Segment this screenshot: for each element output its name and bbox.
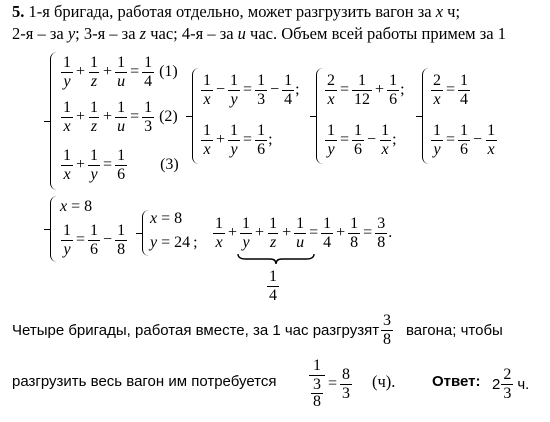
- solution-y-value: y = 24 ;: [150, 234, 198, 251]
- solution-brace-1: [50, 196, 59, 262]
- system2-eq1: $\frac{1}{x}$ − $\frac{1}{y}$ = $\frac{1}{3}$ − $\frac{1}{4}$ ;: [203, 71, 300, 108]
- problem-number: 5.: [12, 2, 25, 21]
- system3-eq1: $\frac{2}{x}$ = $\frac{1}{12}$ + $\frac{1}{6}$ ;: [327, 71, 405, 108]
- underbrace: [236, 252, 316, 266]
- solution-sum: $\frac{1}{x}$ + $\frac{1}{y}$ + $\frac{1}{z}$ + $\frac{1}{u}$ = $\frac{1}{4}$ + $\frac{1}{8}$ = $\frac{3}{8}$ .: [215, 214, 393, 251]
- solution-x-value: x = 8: [150, 210, 183, 227]
- system1-eq2: $\frac{1}{x}$ + $\frac{1}{z}$ + $\frac{1}{u}$ = $\frac{1}{3}$ (2): [63, 98, 178, 135]
- system2-eq2: $\frac{1}{x}$ + $\frac{1}{y}$ = $\frac{1}{6}$ ;: [203, 121, 273, 158]
- solution-y-eq: $\frac{1}{y}$ = $\frac{1}{6}$ − $\frac{1}{8}$: [63, 221, 126, 258]
- conclusion-line-1: Четыре бригады, работая вместе, за 1 час разгрузят: [12, 322, 380, 339]
- solution-x: x = 8: [60, 198, 93, 215]
- conclusion-line-1-end: вагона; чтобы: [406, 322, 503, 339]
- system1-eq3: $\frac{1}{x}$ + $\frac{1}{y}$ = $\frac{1}{6}$ (3): [63, 146, 179, 183]
- conclusion-unit: (ч).: [372, 372, 396, 391]
- answer-label: Ответ:: [432, 373, 481, 390]
- system1-eq1: $\frac{1}{y}$ + $\frac{1}{z}$ + $\frac{1}{u}$ = $\frac{1}{4}$ (1): [63, 53, 178, 90]
- conclusion-fraction: $\frac{3}{8}$: [383, 311, 391, 348]
- system3-eq2: $\frac{1}{y}$ = $\frac{1}{6}$ − $\frac{1}{x}$ ;: [327, 121, 397, 158]
- answer-value: 2 $\frac{2}{3}$ ч.: [492, 365, 530, 402]
- underbrace-value: $\frac{1}{4}$: [269, 267, 277, 304]
- problem-line-1: 5. 1-я бригада, работая отдельно, может разгрузить вагон за x ч;: [12, 2, 461, 21]
- conclusion-line-2: разгрузить весь вагон им потребуется: [12, 373, 277, 390]
- problem-line-2: 2-я – за y; 3-я – за z час; 4-я – за u час. Объем всей работы примем за 1: [12, 24, 506, 43]
- system1-brace: [50, 52, 59, 190]
- conclusion-complex-fraction: 1 3 8 = $\frac{8}{3}$: [308, 350, 353, 418]
- system4-eq1: $\frac{2}{x}$ = $\frac{1}{4}$: [433, 71, 469, 108]
- system4-eq2: $\frac{1}{y}$ = $\frac{1}{6}$ − $\frac{1}{x}$: [433, 121, 496, 158]
